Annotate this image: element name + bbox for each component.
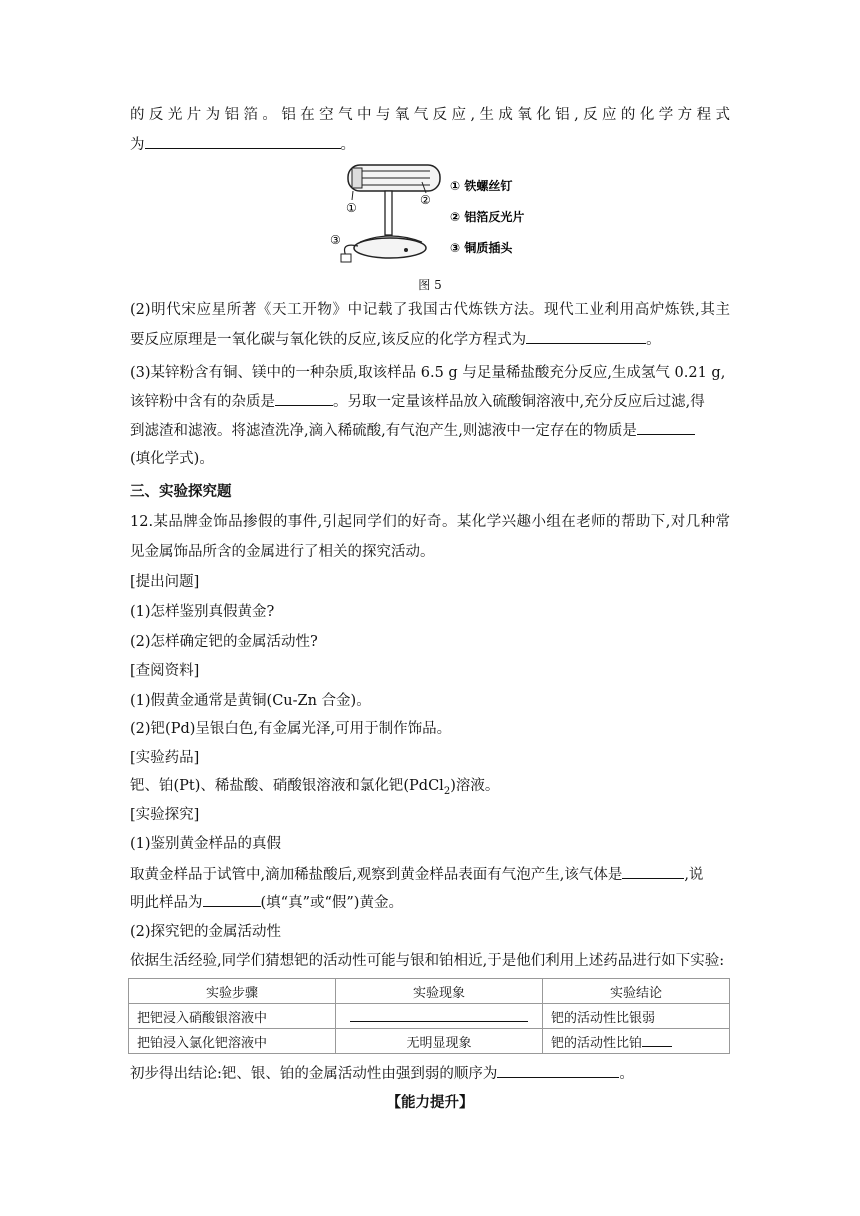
q3-line4: (填化学式)。	[130, 451, 214, 467]
q2-line1: (2)明代宋应星所著《天工开物》中记载了我国古代炼铁方法。现代工业利用高炉炼铁,其主	[130, 302, 730, 318]
q2-line2-prefix: 要反应原理是一氧化碳与氧化铁的反应,该反应的化学方程式为	[130, 332, 527, 348]
explore-1-line1	[130, 864, 730, 885]
lamp-illustration	[330, 160, 540, 270]
lamp-base	[354, 238, 426, 258]
marker-3: ③	[330, 233, 341, 247]
reagents-post: )溶液。	[450, 778, 500, 794]
q12-intro-line2: 见金属饰品所含的金属进行了相关的探究活动。	[130, 544, 435, 560]
section-title: 三、实验探究题	[130, 483, 232, 500]
q3-line2-prefix: 该锌粉中含有的杂质是	[130, 394, 275, 410]
conclusion-suffix: 。	[619, 1066, 634, 1082]
explore-1-title: (1)鉴别黄金样品的真假	[130, 836, 282, 852]
row1-conclusion: 钯的活动性比银弱	[543, 1004, 730, 1029]
row2-step: 把铂浸入氯化钯溶液中	[129, 1029, 336, 1054]
row1-phenomenon-cell	[336, 1004, 543, 1029]
table-row	[129, 1029, 730, 1054]
reference-1: (1)假黄金通常是黄铜(Cu-Zn 合金)。	[130, 693, 371, 709]
reagents-list	[130, 776, 730, 802]
reference-2: (2)钯(Pd)呈银白色,有金属光泽,可用于制作饰品。	[130, 721, 452, 737]
q3-line2-suffix: 。另取一定量该样品放入硫酸铜溶液中,充分反应后过滤,得	[333, 394, 705, 410]
answer-blank-order[interactable]	[497, 1063, 619, 1078]
ability-title: 【能力提升】	[386, 1094, 474, 1111]
experiment-table	[128, 978, 730, 1054]
row1-step: 把钯浸入硝酸银溶液中	[129, 1004, 336, 1029]
header-conclusion: 实验结论	[543, 979, 730, 1004]
reagents-pre: 钯、铂(Pt)、稀盐酸、硝酸银溶液和氯化钯(PdCl	[130, 778, 444, 794]
answer-blank-compare[interactable]	[642, 1032, 672, 1047]
explore-1-line2	[130, 892, 730, 913]
answer-blank-q3b[interactable]	[637, 420, 695, 435]
q2-line2-suffix: 。	[646, 332, 661, 348]
explore-2-title: (2)探究钯的金属活动性	[130, 924, 282, 940]
marker-2: ②	[420, 193, 431, 207]
explore-1-line1-prefix: 取黄金样品于试管中,滴加稀盐酸后,观察到黄金样品表面有气泡产生,该气体是	[130, 867, 623, 883]
raise-question-2: (2)怎样确定钯的金属活动性?	[130, 634, 318, 650]
header-step: 实验步骤	[129, 979, 336, 1004]
label-iron-screw: ① 铁螺丝钉	[450, 179, 513, 193]
q1-line2-prefix: 为	[130, 137, 145, 153]
explore-1-line2-suffix: (填“真”或“假”)黄金。	[260, 895, 403, 911]
label-aluminum-foil: ② 铝箔反光片	[450, 210, 525, 224]
explore-title: [实验探究]	[130, 807, 200, 823]
answer-blank-phenomenon[interactable]	[350, 1007, 528, 1022]
table-header-row	[129, 979, 730, 1004]
marker-1: ①	[346, 201, 357, 215]
q1-line2-suffix: 。	[340, 137, 355, 153]
lamp-end-cap	[352, 168, 362, 188]
reagents-title: [实验药品]	[130, 750, 200, 766]
answer-blank-real-fake[interactable]	[203, 892, 261, 907]
conclusion-prefix: 初步得出结论:钯、银、铂的金属活动性由强到弱的顺序为	[130, 1066, 498, 1082]
reagents-subscript: 2	[443, 785, 451, 797]
raise-question-title: [提出问题]	[130, 574, 200, 590]
header-phenomenon: 实验现象	[336, 979, 543, 1004]
q3-line2	[130, 391, 730, 412]
plug	[341, 254, 351, 262]
answer-blank-q2[interactable]	[526, 329, 646, 344]
q3-line3	[130, 420, 730, 441]
lamp-switch	[404, 248, 408, 252]
explore-1-line2-prefix: 明此样品为	[130, 895, 203, 911]
figure-caption: 图 5	[418, 278, 442, 292]
conclusion-line	[130, 1063, 730, 1084]
q3-line3-prefix: 到滤渣和滤液。将滤渣洗净,滴入稀硫酸,有气泡产生,则滤液中一定存在的物质是	[130, 423, 637, 439]
table-row	[129, 1004, 730, 1029]
raise-question-1: (1)怎样鉴别真假黄金?	[130, 604, 275, 620]
row2-conclusion: 钯的活动性比铂	[551, 1035, 643, 1051]
q1-cont-line2	[130, 134, 730, 155]
explore-2-intro: 依据生活经验,同学们猜想钯的活动性可能与银和铂相近,于是他们利用上述药品进行如下实验:	[130, 953, 725, 969]
lamp-stand	[385, 191, 392, 235]
answer-blank-q3a[interactable]	[275, 391, 333, 406]
row2-conclusion-cell	[543, 1029, 730, 1054]
row2-phenomenon: 无明显现象	[336, 1029, 543, 1054]
q1-cont-line1: 的反光片为铝箔。铝在空气中与氧气反应,生成氧化铝,反应的化学方程式	[130, 107, 730, 123]
leader-1	[352, 191, 353, 200]
q3-line1: (3)某锌粉含有铜、镁中的一种杂质,取该样品 6.5 g 与足量稀盐酸充分反应,生成氢气 0.21 g,	[130, 365, 726, 381]
reference-title: [查阅资料]	[130, 663, 200, 679]
label-copper-plug: ③ 铜质插头	[450, 241, 513, 255]
lamp-figure	[330, 160, 540, 270]
q2-line2	[130, 329, 730, 350]
answer-blank-q1[interactable]	[145, 134, 341, 149]
explore-1-line1-suffix: ,说	[684, 867, 704, 883]
answer-blank-gas[interactable]	[622, 864, 684, 879]
q12-intro-line1: 12.某品牌金饰品掺假的事件,引起同学们的好奇。某化学兴趣小组在老师的帮助下,对几种常	[130, 514, 730, 530]
